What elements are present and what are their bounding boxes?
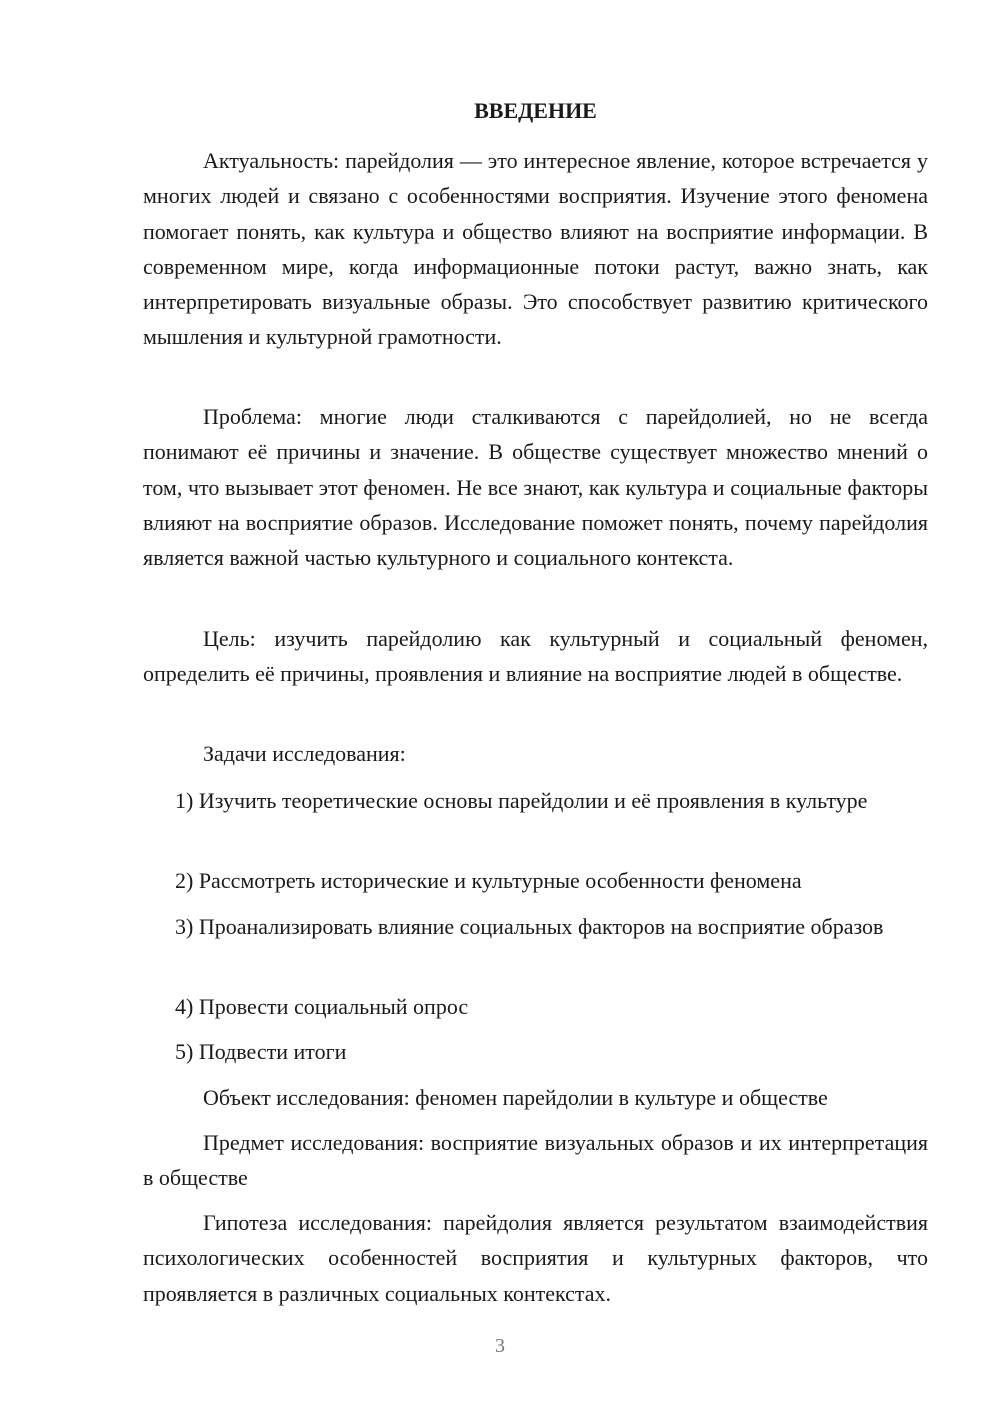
- paragraph-object: Объект исследования: феномен парейдолии в культуре и обществе: [203, 1085, 828, 1110]
- paragraph-hypothesis: Гипотеза исследования: парейдолия является результатом взаимодействия психологических особенностей восприятия и культурных факторов, что проявляется в различных социальных контекстах.: [143, 1210, 928, 1306]
- task-item-3: 3) Проанализировать влияние социальных факторов на восприятие образов: [175, 914, 884, 939]
- page-number: 3: [495, 1335, 505, 1357]
- task-item-2: 2) Рассмотреть исторические и культурные особенности феномена: [175, 868, 802, 893]
- tasks-heading: Задачи исследования:: [203, 741, 406, 766]
- task-item-4: 4) Провести социальный опрос: [175, 994, 469, 1019]
- task-item-5: 5) Подвести итоги: [175, 1039, 347, 1064]
- paragraph-subject: Предмет исследования: восприятие визуальных образов и их интерпретация в обществе: [143, 1130, 928, 1191]
- paragraph-goal: Цель: изучить парейдолию как культурный и социальный феномен, определить её причины, проявления и влияние на восприятие людей в обществе.: [143, 626, 928, 687]
- page-title: ВВЕДЕНИЕ: [474, 98, 597, 123]
- paragraph-problem: Проблема: многие люди сталкиваются с парейдолией, но не всегда понимают её причины и значение. В обществе существует множество мнений о том, что вызывает этот феномен. Не все знают, как культура и социальные факторы влияют на восприятие образов. Исследование поможет понять, почему парейдолия является важной частью культурного и социального контекста.: [143, 404, 928, 571]
- paragraph-relevance: Актуальность: парейдолия — это интересное явление, которое встречается у многих людей и связано с особенностями восприятия. Изучение этого феномена помогает понять, как культура и общество влияют на восприятие информации. В современном мире, когда информационные потоки растут, важно знать, как интерпретировать визуальные образы. Это способствует развитию критического мышления и культурной грамотности.: [143, 148, 928, 350]
- task-item-1: 1) Изучить теоретические основы парейдолии и её проявления в культуре: [175, 788, 868, 813]
